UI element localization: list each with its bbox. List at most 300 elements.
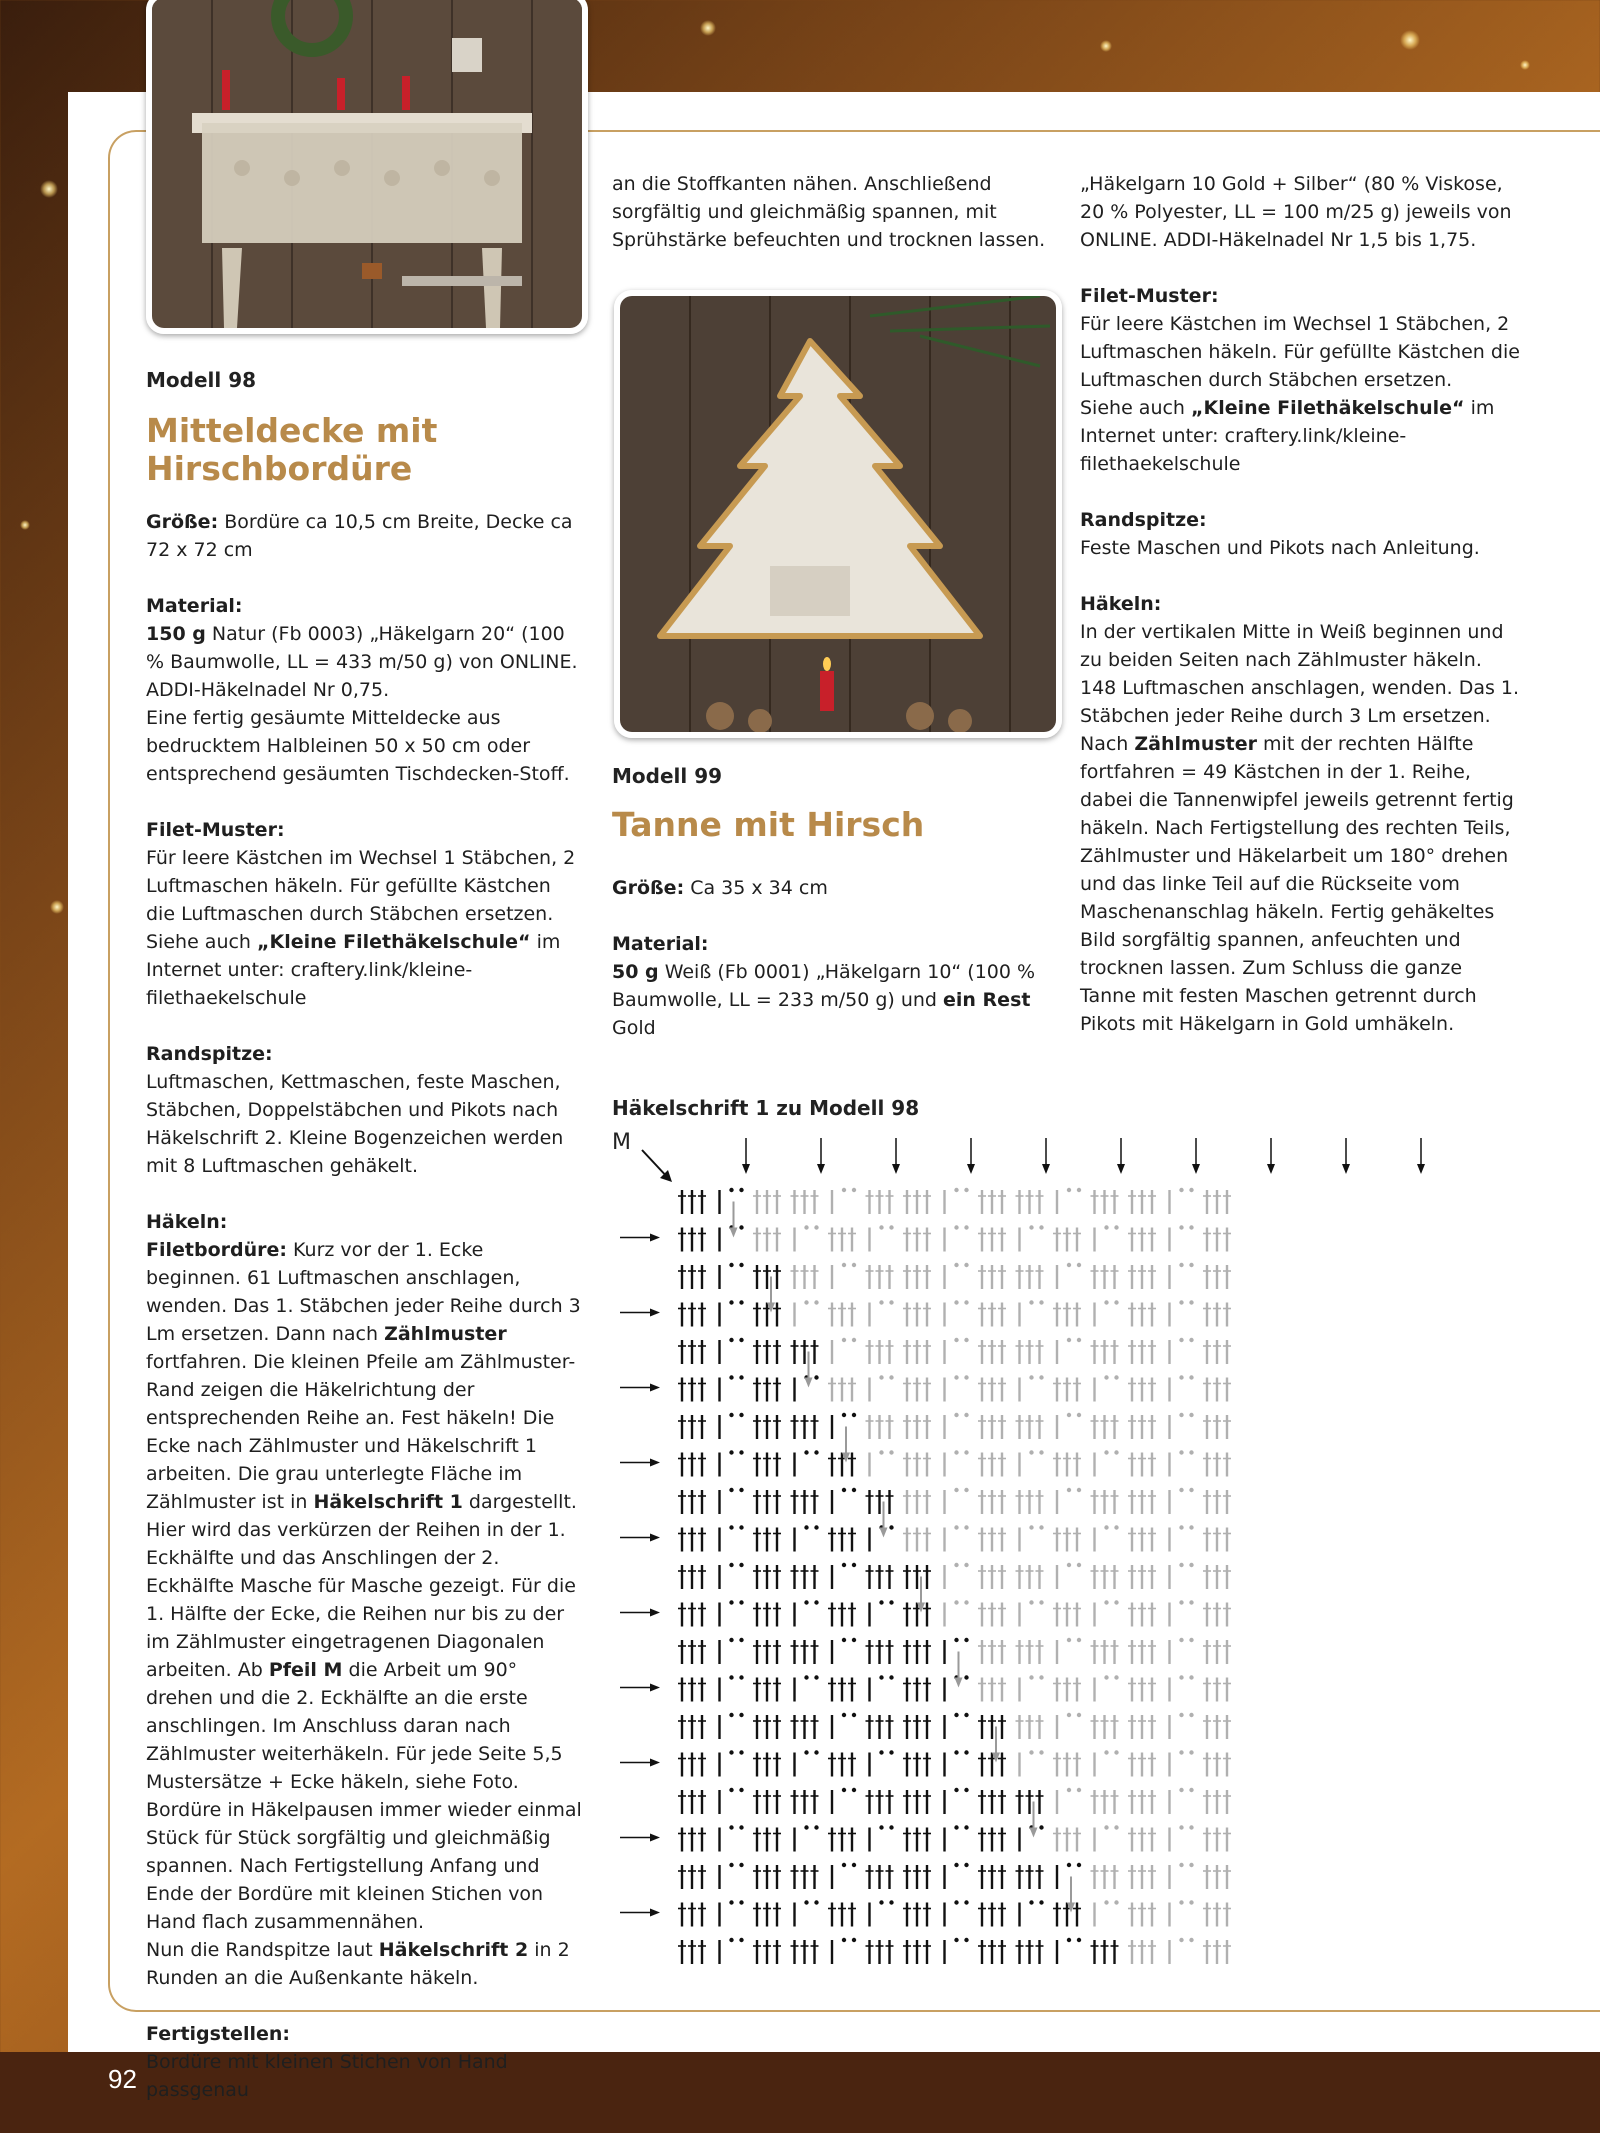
- chain-dot: [1029, 1600, 1033, 1604]
- chain-dot: [1067, 1263, 1071, 1267]
- chain-dot: [1189, 1900, 1193, 1904]
- chain-dot: [1189, 1825, 1193, 1829]
- haekeln-text-6: in 2 Runden an die Außenkante häkeln.: [146, 1939, 570, 1989]
- chain-dot: [729, 1563, 733, 1567]
- chain-dot: [842, 1638, 846, 1642]
- chain-dot: [1179, 1600, 1183, 1604]
- chain-dot: [1104, 1450, 1108, 1454]
- model-99-filet-link: im Internet unter: craftery.link/kleine-filethaekelschule: [1080, 397, 1495, 475]
- chain-dot: [804, 1225, 808, 1229]
- chain-dot: [804, 1450, 808, 1454]
- model-98-filet-see: [146, 928, 582, 1012]
- chain-dot: [1189, 1600, 1193, 1604]
- row-arrowhead: [650, 1234, 660, 1242]
- chain-dot: [1179, 1525, 1183, 1529]
- model-99-rand-label: Randspitze:: [1080, 509, 1207, 531]
- chain-dot: [739, 1338, 743, 1342]
- chain-dot: [1179, 1938, 1183, 1942]
- chain-dot: [1067, 1788, 1071, 1792]
- haekeln-bold-3: Pfeil M: [268, 1659, 343, 1681]
- chain-dot: [954, 1638, 958, 1642]
- chain-dot: [879, 1600, 883, 1604]
- chain-dot: [964, 1188, 968, 1192]
- chain-dot: [954, 1188, 958, 1192]
- chain-dot: [1179, 1863, 1183, 1867]
- chain-dot: [964, 1675, 968, 1679]
- chain-dot: [1077, 1488, 1081, 1492]
- chain-dot: [739, 1488, 743, 1492]
- filetbordure-label: Filetbordüre:: [146, 1239, 287, 1261]
- chain-dot: [739, 1938, 743, 1942]
- model-99-material-bold: ein Rest: [943, 989, 1031, 1011]
- photo-mitteldecke: [146, 0, 588, 334]
- chain-dot: [814, 1225, 818, 1229]
- chain-dot: [879, 1900, 883, 1904]
- chain-dot: [739, 1525, 743, 1529]
- chain-dot: [1179, 1750, 1183, 1754]
- chain-dot: [1189, 1713, 1193, 1717]
- chain-dot: [1067, 1413, 1071, 1417]
- chain-dot: [1114, 1225, 1118, 1229]
- chain-dot: [1114, 1675, 1118, 1679]
- chain-dot: [814, 1375, 818, 1379]
- haekeln-text-4: die Arbeit um 90° drehen und die 2. Eckhälfte an die erste anschlingen. Im Anschluss daran nach Zählmuster weiterhäkeln. Für jede Seite 5,5 Mustersätze + Ecke häkeln, siehe Foto. Bordüre in Häkelpausen immer wieder einmal Stück für Stück sorgfältig und gleichmäßig spannen. Nach Fertigstellung Anfang und Ende der Bordüre mit kleinen Stichen von Hand flach zusammennähen.: [146, 1659, 582, 1933]
- chain-dot: [739, 1413, 743, 1417]
- chain-dot: [954, 1863, 958, 1867]
- chain-dot: [1039, 1675, 1043, 1679]
- model-99-haekeln-text-2: mit der rechten Hälfte fortfahren = 49 Kästchen in der 1. Reihe, dabei die Tannenwipfel jeweils getrennt fertig häkeln. Nach Fertigstellung des rechten Teils, Zählmuster und Häkelarbeit um 180° drehen und das linke Teil auf die Rückseite vom Maschenanschlag häkeln. Fertig gehäkeltes Bild sorgfältig spannen, anfeuchten und trocknen lassen. Zum Schluss die ganze Tanne mit festen Maschen getrennt durch Pikots mit Häkelgarn in Gold umhäkeln.: [1080, 733, 1514, 1035]
- chain-dot: [1114, 1750, 1118, 1754]
- corner-arrowhead: [767, 1303, 775, 1313]
- chain-dot: [1077, 1788, 1081, 1792]
- model-98-material-2: Eine fertig gesäumte Mitteldecke aus bedrucktem Halbleinen 50 x 50 cm oder entsprechend gesäumten Tischdecken-Stoff.: [146, 707, 570, 785]
- model-99-label: Modell 99: [612, 764, 723, 788]
- chain-dot: [1039, 1750, 1043, 1754]
- chain-dot: [1039, 1225, 1043, 1229]
- chain-dot: [739, 1300, 743, 1304]
- chain-dot: [1189, 1563, 1193, 1567]
- chain-dot: [1114, 1600, 1118, 1604]
- row-arrowhead: [650, 1309, 660, 1317]
- chain-dot: [1179, 1900, 1183, 1904]
- chain-dot: [889, 1375, 893, 1379]
- chain-dot: [842, 1713, 846, 1717]
- chain-dot: [842, 1863, 846, 1867]
- chain-dot: [729, 1863, 733, 1867]
- corner-arrowhead: [730, 1228, 738, 1238]
- chain-dot: [739, 1825, 743, 1829]
- chain-dot: [729, 1900, 733, 1904]
- chain-dot: [964, 1825, 968, 1829]
- chain-dot: [879, 1825, 883, 1829]
- chain-dot: [852, 1413, 856, 1417]
- chain-dot: [1029, 1675, 1033, 1679]
- chain-dot: [739, 1375, 743, 1379]
- chain-dot: [1189, 1675, 1193, 1679]
- chain-dot: [739, 1638, 743, 1642]
- chain-dot: [852, 1788, 856, 1792]
- chain-dot: [1179, 1450, 1183, 1454]
- chain-dot: [889, 1825, 893, 1829]
- chain-dot: [1039, 1525, 1043, 1529]
- chain-dot: [1179, 1188, 1183, 1192]
- model-99-haekeln-bold: Zählmuster: [1134, 733, 1257, 755]
- filet-bold: „Kleine Filethäkelschule“: [257, 931, 531, 953]
- chain-dot: [889, 1450, 893, 1454]
- direction-arrowhead: [1342, 1164, 1350, 1174]
- chain-dot: [1067, 1713, 1071, 1717]
- chain-dot: [879, 1375, 883, 1379]
- row-arrowhead: [650, 1684, 660, 1692]
- model-98-size: [146, 508, 582, 564]
- chain-dot: [1189, 1225, 1193, 1229]
- haekeln-text-2: fortfahren. Die kleinen Pfeile am Zählmuster-Rand zeigen die Häkelrichtung der entsprechenden Reihe an. Fest häkeln! Die Ecke nach Zählmuster und Häkelschrift 1 arbeiten. Die grau unterlegte Fläche im Zählmuster ist in: [146, 1351, 576, 1513]
- chain-dot: [1189, 1413, 1193, 1417]
- chain-dot: [1179, 1563, 1183, 1567]
- chain-dot: [1189, 1788, 1193, 1792]
- model-99-material-continued: „Häkelgarn 10 Gold + Silber“ (80 % Viskose, 20 % Polyester, LL = 100 m/25 g) jeweils von ONLINE. ADDI-Häkelnadel Nr 1,5 bis 1,75.: [1080, 173, 1512, 251]
- chain-dot: [1029, 1750, 1033, 1754]
- chain-dot: [889, 1525, 893, 1529]
- haekeln-text-5: Nun die Randspitze laut: [146, 1939, 379, 1961]
- chain-dot: [1029, 1300, 1033, 1304]
- chain-dot: [1179, 1638, 1183, 1642]
- chain-dot: [739, 1900, 743, 1904]
- chain-dot: [1114, 1450, 1118, 1454]
- chain-dot: [1067, 1638, 1071, 1642]
- model-99-haekeln: [1080, 618, 1520, 1038]
- chain-dot: [814, 1600, 818, 1604]
- chain-dot: [1039, 1300, 1043, 1304]
- model-98-fertig: Bordüre mit kleinen Stichen von Hand passgenau: [146, 2051, 508, 2101]
- model-98-title-line1: Mitteldecke mit: [146, 411, 438, 450]
- chain-dot: [842, 1413, 846, 1417]
- chain-dot: [729, 1600, 733, 1604]
- chain-dot: [739, 1863, 743, 1867]
- chain-dot: [954, 1825, 958, 1829]
- chain-dot: [1104, 1375, 1108, 1379]
- chain-dot: [1077, 1713, 1081, 1717]
- chain-dot: [1029, 1525, 1033, 1529]
- chain-dot: [1104, 1525, 1108, 1529]
- chain-dot: [954, 1563, 958, 1567]
- chain-dot: [964, 1600, 968, 1604]
- chain-dot: [739, 1263, 743, 1267]
- chain-dot: [814, 1450, 818, 1454]
- chain-dot: [1189, 1263, 1193, 1267]
- corner-arrowhead: [880, 1528, 888, 1538]
- chain-dot: [1039, 1450, 1043, 1454]
- row-arrowhead: [650, 1384, 660, 1392]
- chain-dot: [1179, 1413, 1183, 1417]
- chain-dot: [1039, 1375, 1043, 1379]
- photo-mitteldecke-image: [152, 0, 582, 328]
- chain-dot: [814, 1675, 818, 1679]
- photo-tanne: [614, 290, 1062, 738]
- chain-dot: [804, 1675, 808, 1679]
- row-arrowhead: [650, 1909, 660, 1917]
- chain-dot: [964, 1488, 968, 1492]
- chain-dot: [1179, 1713, 1183, 1717]
- chain-dot: [852, 1638, 856, 1642]
- chain-dot: [729, 1525, 733, 1529]
- row-arrowhead: [650, 1609, 660, 1617]
- direction-arrowhead: [1417, 1164, 1425, 1174]
- chain-dot: [954, 1938, 958, 1942]
- chain-dot: [954, 1413, 958, 1417]
- chain-dot: [1114, 1525, 1118, 1529]
- chain-dot: [729, 1675, 733, 1679]
- model-99-filet-bold: „Kleine Filethäkelschule“: [1191, 397, 1465, 419]
- chain-dot: [879, 1750, 883, 1754]
- chain-dot: [852, 1488, 856, 1492]
- chain-dot: [842, 1338, 846, 1342]
- chain-dot: [964, 1900, 968, 1904]
- chain-dot: [729, 1450, 733, 1454]
- chain-dot: [1189, 1300, 1193, 1304]
- chain-dot: [954, 1525, 958, 1529]
- chain-dot: [954, 1300, 958, 1304]
- chain-dot: [804, 1750, 808, 1754]
- page-number: 92: [108, 2064, 137, 2094]
- material-label: Material:: [146, 595, 243, 617]
- chain-dot: [1114, 1300, 1118, 1304]
- chain-dot: [729, 1188, 733, 1192]
- chain-dot: [964, 1225, 968, 1229]
- chain-dot: [879, 1300, 883, 1304]
- chain-dot: [1077, 1263, 1081, 1267]
- chain-dot: [842, 1788, 846, 1792]
- chain-dot: [1179, 1300, 1183, 1304]
- chain-dot: [1189, 1188, 1193, 1192]
- model-98-fertig-continued: [612, 170, 1052, 254]
- photo-tanne-image: [620, 296, 1056, 732]
- chain-dot: [739, 1713, 743, 1717]
- chain-dot: [1039, 1600, 1043, 1604]
- chain-dot: [739, 1788, 743, 1792]
- corner-arrowhead: [805, 1378, 813, 1388]
- chain-dot: [842, 1488, 846, 1492]
- model-99-material-label: Material:: [612, 933, 709, 955]
- chain-dot: [852, 1863, 856, 1867]
- chain-dot: [1189, 1863, 1193, 1867]
- chain-dot: [954, 1338, 958, 1342]
- chain-dot: [804, 1525, 808, 1529]
- chain-dot: [739, 1563, 743, 1567]
- chain-dot: [1029, 1450, 1033, 1454]
- row-arrowhead: [650, 1459, 660, 1467]
- chain-dot: [739, 1225, 743, 1229]
- chain-dot: [1077, 1863, 1081, 1867]
- chain-dot: [1067, 1188, 1071, 1192]
- chain-dot: [1179, 1788, 1183, 1792]
- chain-dot: [729, 1713, 733, 1717]
- model-98-column: [146, 508, 582, 2104]
- chain-dot: [1077, 1638, 1081, 1642]
- chain-dot: [1104, 1600, 1108, 1604]
- chain-dot: [729, 1413, 733, 1417]
- chain-dot: [1189, 1488, 1193, 1492]
- chain-dot: [1067, 1488, 1071, 1492]
- chain-dot: [729, 1938, 733, 1942]
- chart-title: Häkelschrift 1 zu Modell 98: [612, 1096, 920, 1120]
- chain-dot: [889, 1675, 893, 1679]
- chain-dot: [1189, 1450, 1193, 1454]
- direction-arrowhead: [967, 1164, 975, 1174]
- chain-dot: [729, 1338, 733, 1342]
- chain-dot: [964, 1375, 968, 1379]
- chain-dot: [842, 1263, 846, 1267]
- chain-dot: [729, 1375, 733, 1379]
- chain-dot: [1179, 1488, 1183, 1492]
- direction-arrowhead: [1192, 1164, 1200, 1174]
- chain-dot: [954, 1375, 958, 1379]
- chain-dot: [1114, 1375, 1118, 1379]
- chain-dot: [729, 1263, 733, 1267]
- row-arrowhead: [650, 1759, 660, 1767]
- chain-dot: [954, 1788, 958, 1792]
- chain-dot: [739, 1750, 743, 1754]
- chain-dot: [729, 1825, 733, 1829]
- chain-dot: [964, 1525, 968, 1529]
- size-label: Größe:: [146, 511, 219, 533]
- model-99-title: Tanne mit Hirsch: [612, 805, 925, 844]
- chain-dot: [1104, 1225, 1108, 1229]
- chain-dot: [964, 1713, 968, 1717]
- model-99-column-2: [1080, 170, 1520, 1038]
- chain-dot: [1179, 1675, 1183, 1679]
- chain-dot: [729, 1488, 733, 1492]
- model-99-size-label: Größe:: [612, 877, 685, 899]
- chain-dot: [729, 1638, 733, 1642]
- chain-dot: [1189, 1375, 1193, 1379]
- direction-arrowhead: [817, 1164, 825, 1174]
- chain-dot: [729, 1750, 733, 1754]
- model-99-material: [612, 958, 1052, 1042]
- chain-dot: [954, 1488, 958, 1492]
- haekeln-bold-1: Zählmuster: [384, 1323, 507, 1345]
- chain-dot: [1039, 1900, 1043, 1904]
- model-99-size-text: Ca 35 x 34 cm: [684, 877, 828, 899]
- chain-dot: [1067, 1338, 1071, 1342]
- chain-dot: [842, 1188, 846, 1192]
- chain-dot: [889, 1900, 893, 1904]
- chain-dot: [1077, 1563, 1081, 1567]
- chain-dot: [1179, 1338, 1183, 1342]
- chain-dot: [1029, 1225, 1033, 1229]
- chain-dot: [954, 1713, 958, 1717]
- fertig-continued-text: an die Stoffkanten nähen. Anschließend sorgfältig und gleichmäßig spannen, mit Sprühstärke befeuchten und trocknen lassen.: [612, 173, 1046, 251]
- chain-dot: [1189, 1338, 1193, 1342]
- chain-dot: [1104, 1675, 1108, 1679]
- chart-marker-m: M: [612, 1130, 631, 1155]
- model-99-rand: Feste Maschen und Pikots nach Anleitung.: [1080, 537, 1480, 559]
- model-99-filet-see-text: Siehe auch: [1080, 397, 1192, 419]
- chain-dot: [1114, 1900, 1118, 1904]
- row-arrowhead: [650, 1834, 660, 1842]
- chain-dot: [1104, 1750, 1108, 1754]
- chain-dot: [964, 1413, 968, 1417]
- chain-dot: [739, 1450, 743, 1454]
- chain-dot: [1077, 1338, 1081, 1342]
- model-98-title: [146, 412, 576, 488]
- chain-dot: [964, 1563, 968, 1567]
- rand-label: Randspitze:: [146, 1043, 273, 1065]
- model-98-haekeln: [146, 1236, 582, 1936]
- chain-dot: [1179, 1825, 1183, 1829]
- fertig-label: Fertigstellen:: [146, 2023, 290, 2045]
- model-99-filet: Für leere Kästchen im Wechsel 1 Stäbchen, 2 Luftmaschen häkeln. Für gefüllte Kästchen die Luftmaschen durch Stäbchen ersetzen.: [1080, 313, 1520, 391]
- chain-dot: [1189, 1938, 1193, 1942]
- chain-dot: [964, 1938, 968, 1942]
- chain-dot: [804, 1825, 808, 1829]
- chain-dot: [814, 1900, 818, 1904]
- chain-dot: [1077, 1413, 1081, 1417]
- chain-dot: [964, 1338, 968, 1342]
- crochet-diagram: [620, 1130, 1520, 1990]
- direction-arrowhead: [1042, 1164, 1050, 1174]
- model-99-material-text-2: Gold: [612, 1017, 656, 1039]
- corner-arrowhead: [917, 1603, 925, 1613]
- haekeln-bold-2: Häkelschrift 1: [313, 1491, 463, 1513]
- chain-dot: [852, 1338, 856, 1342]
- model-98-title-line2: Hirschbordüre: [146, 449, 413, 488]
- model-99-material-text-1: Weiß (Fb 0001) „Häkelgarn 10“ (100 % Baumwolle, LL = 233 m/50 g) und: [612, 961, 1036, 1011]
- material-text: Natur (Fb 0003) „Häkelgarn 20“ (100 % Baumwolle, LL = 433 m/50 g) von ONLINE. ADDI-Häkelnadel Nr 0,75.: [146, 623, 578, 701]
- chain-dot: [964, 1450, 968, 1454]
- chain-dot: [889, 1225, 893, 1229]
- haekeln-label: Häkeln:: [146, 1211, 228, 1233]
- chain-dot: [852, 1188, 856, 1192]
- chain-dot: [889, 1600, 893, 1604]
- model-99-haekeln-label: Häkeln:: [1080, 593, 1162, 615]
- model-99-material-amount: 50 g: [612, 961, 659, 983]
- chain-dot: [814, 1525, 818, 1529]
- chain-dot: [954, 1263, 958, 1267]
- filet-link: im Internet unter: craftery.link/kleine-filethaekelschule: [146, 931, 561, 1009]
- corner-arrowhead: [992, 1753, 1000, 1763]
- chain-dot: [1189, 1525, 1193, 1529]
- chain-dot: [1077, 1938, 1081, 1942]
- chain-dot: [954, 1750, 958, 1754]
- chain-dot: [1029, 1375, 1033, 1379]
- chain-dot: [1179, 1375, 1183, 1379]
- chain-dot: [879, 1450, 883, 1454]
- chain-dot: [1179, 1263, 1183, 1267]
- filet-see: Siehe auch: [146, 931, 258, 953]
- corner-arrowhead: [955, 1678, 963, 1688]
- haekeln-text-3: dargestellt. Hier wird das verkürzen der Reihen in der 1. Eckhälfte und das Anschlingen der 2. Eckhälfte Masche für Masche gezeigt. Für die 1. Hälfte der Ecke, die Reihen nur bis zu der im Zählmuster eingetragenen Diagonalen arbeiten. Ab: [146, 1491, 577, 1681]
- chain-dot: [954, 1225, 958, 1229]
- corner-arrowhead: [1030, 1828, 1038, 1838]
- model-98-haekeln-2: [146, 1936, 582, 1992]
- chain-dot: [964, 1638, 968, 1642]
- haekeln-bold-4: Häkelschrift 2: [378, 1939, 529, 1961]
- size-text: Bordüre ca 10,5 cm Breite, Decke ca 72 x 72 cm: [146, 511, 573, 561]
- chain-dot: [964, 1750, 968, 1754]
- chain-dot: [954, 1900, 958, 1904]
- model-98-label: Modell 98: [146, 368, 257, 392]
- chain-dot: [814, 1750, 818, 1754]
- direction-arrowhead: [1267, 1164, 1275, 1174]
- model-99-column: [612, 874, 1052, 1042]
- chain-dot: [1104, 1825, 1108, 1829]
- chain-dot: [964, 1788, 968, 1792]
- chain-dot: [1077, 1188, 1081, 1192]
- chain-dot: [879, 1675, 883, 1679]
- chain-dot: [1029, 1900, 1033, 1904]
- model-98-material: [146, 620, 582, 704]
